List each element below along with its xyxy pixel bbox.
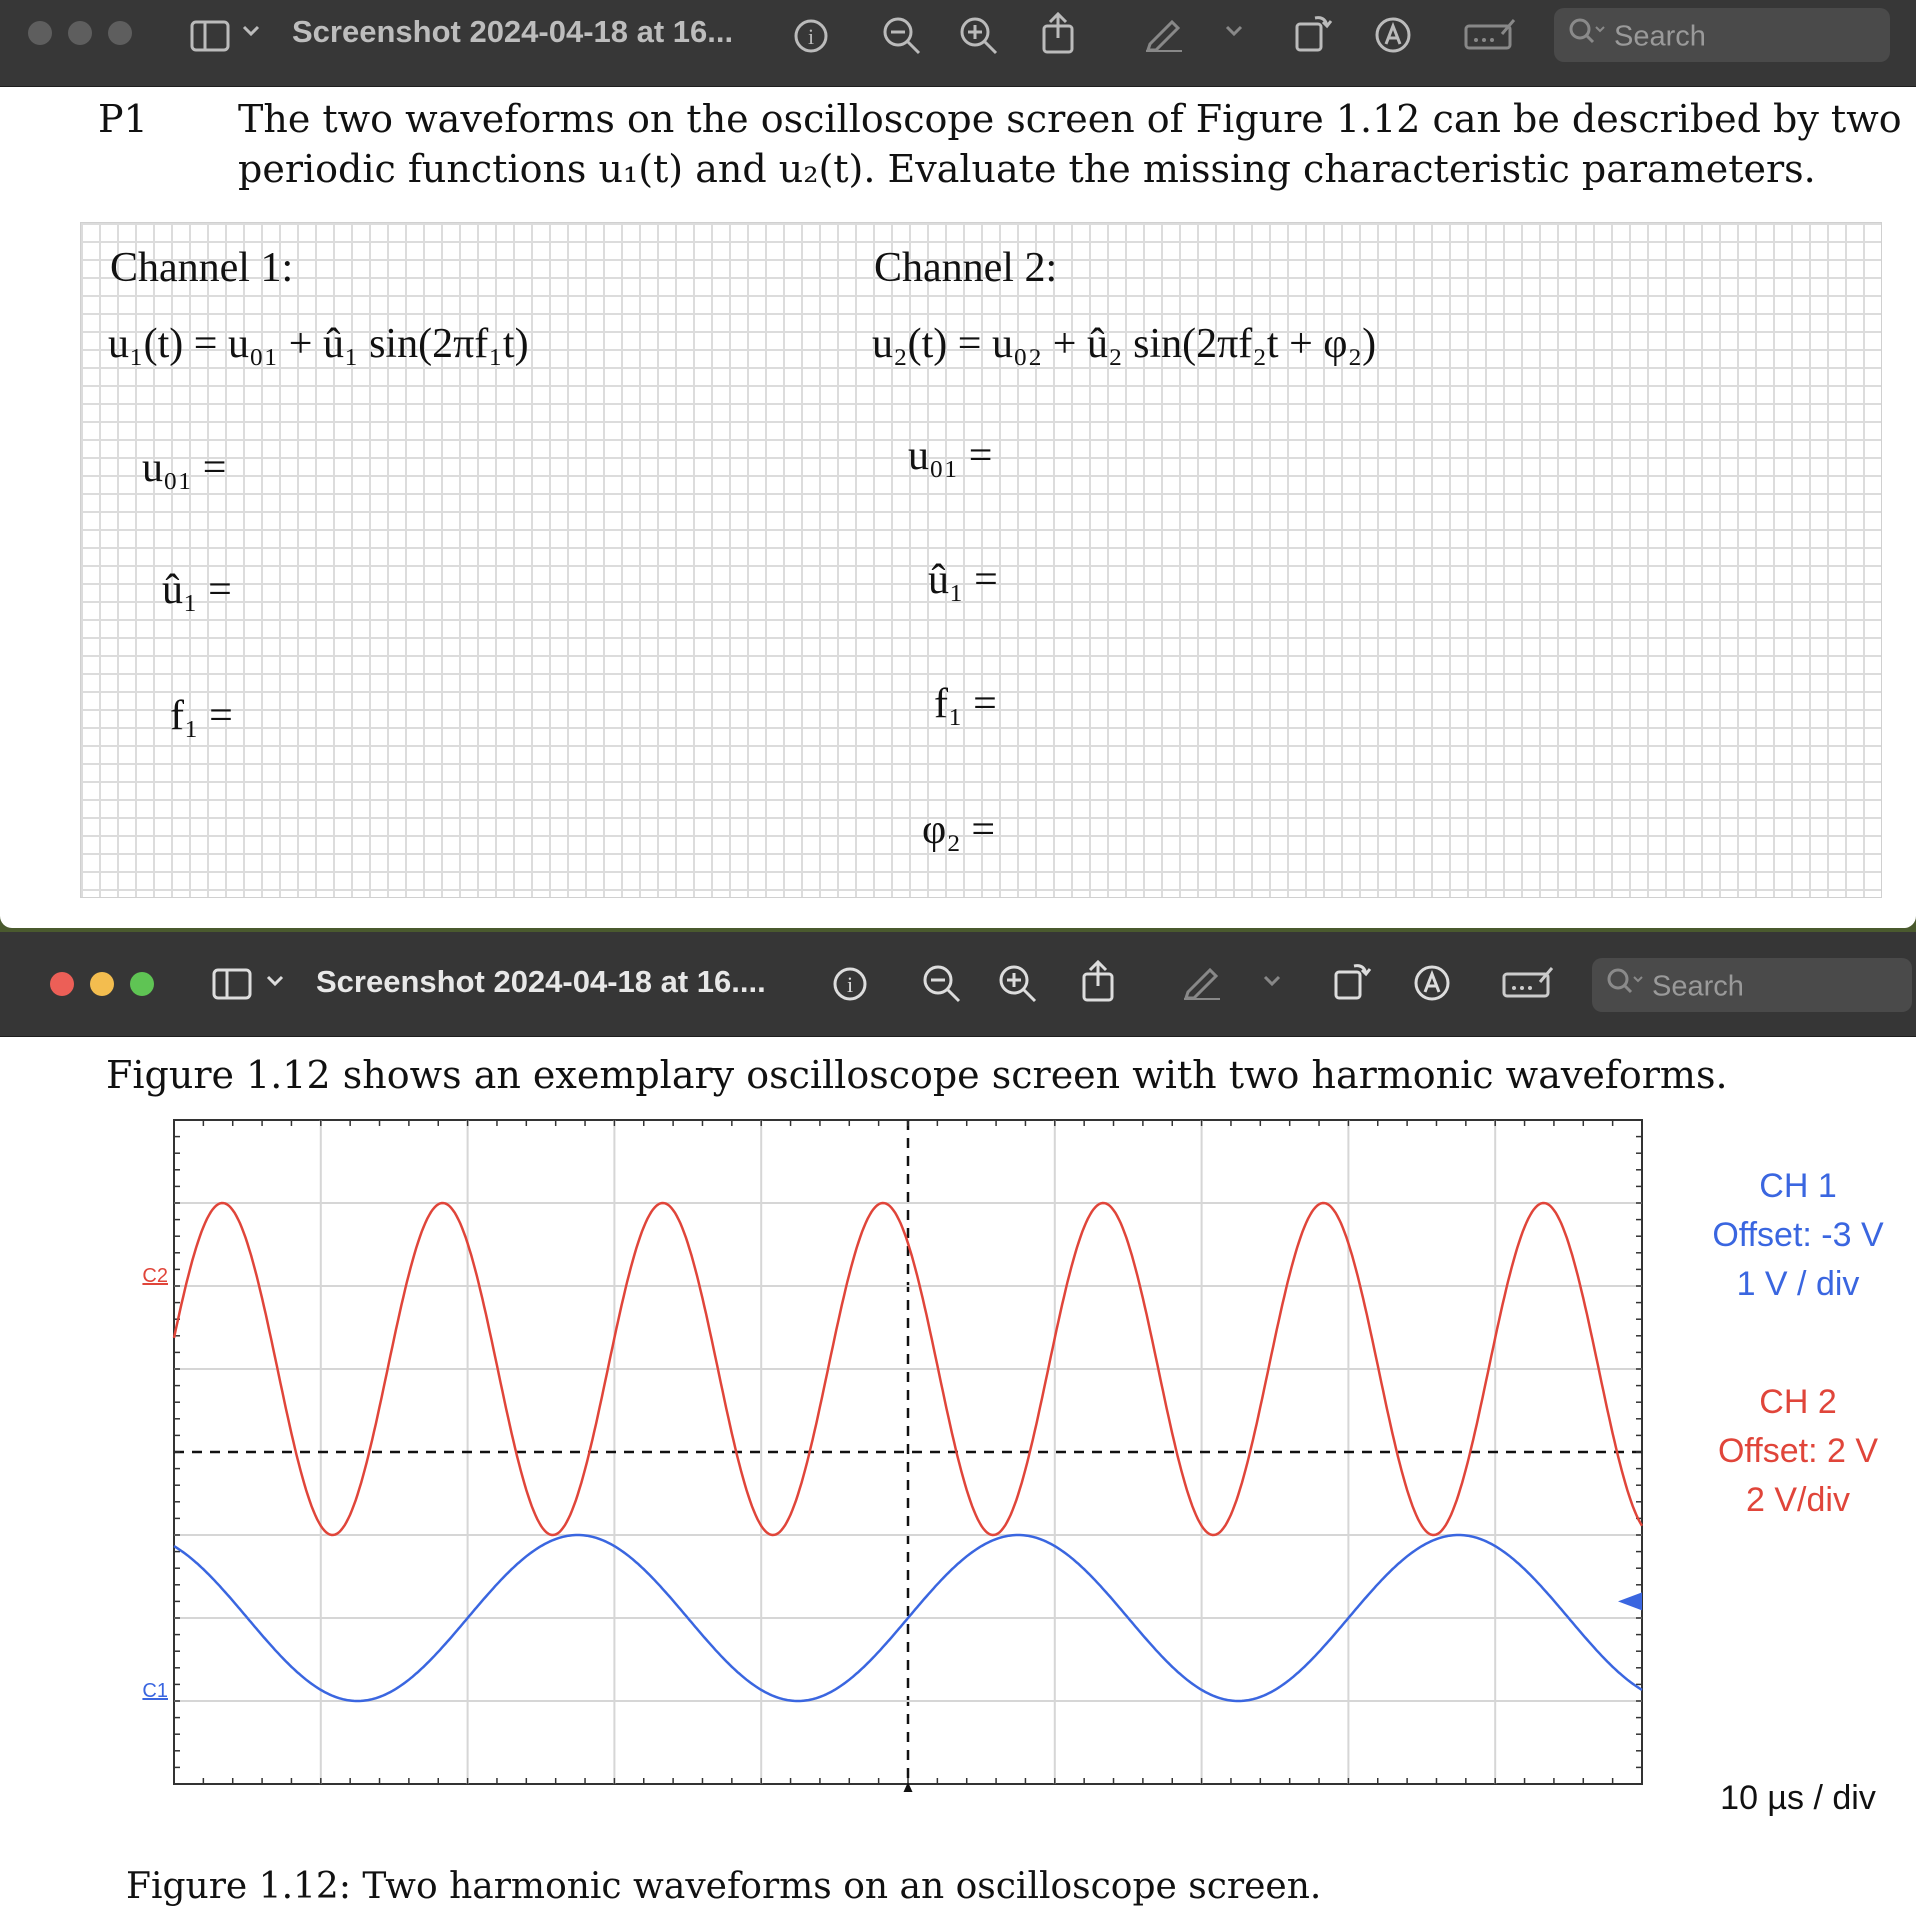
close-button[interactable] [50, 972, 74, 996]
search-placeholder: Search [1652, 970, 1744, 1003]
ch1-settings-label [1688, 1162, 1908, 1309]
rotate-icon[interactable] [1332, 960, 1372, 1000]
ch1-name: CH 1 [1759, 1167, 1837, 1205]
zoom-out-icon[interactable] [882, 16, 922, 56]
oscilloscope-screen [100, 1112, 1660, 1792]
search-input[interactable] [1592, 958, 1912, 1012]
chevron-down-icon[interactable] [1263, 974, 1281, 988]
titlebar [0, 0, 1916, 87]
problem-text-line1: The two waveforms on the oscilloscope screen of Figure 1.12 can be described by two [238, 97, 1902, 141]
signature-icon[interactable] [1464, 16, 1516, 52]
scope-grid [174, 1120, 1642, 1784]
ch2-name: CH 2 [1759, 1383, 1837, 1421]
markup-pen-icon[interactable] [1144, 14, 1184, 52]
chevron-down-icon[interactable] [266, 974, 284, 988]
sidebar-icon[interactable] [190, 20, 230, 52]
figure-intro-text: Figure 1.12 shows an exemplary oscilloscope screen with two harmonic waveforms. [106, 1053, 1728, 1097]
signature-icon[interactable] [1502, 964, 1554, 1000]
channel2-param-frequency: f₁ = [934, 681, 997, 727]
channel2-param-amplitude: û₁ = [928, 557, 998, 603]
window-title: Screenshot 2024-04-18 at 16... [292, 14, 734, 49]
search-input[interactable] [1554, 8, 1890, 62]
annotate-icon[interactable] [1413, 964, 1451, 1002]
sidebar-icon[interactable] [212, 968, 252, 1000]
ch2-settings-label [1688, 1378, 1908, 1525]
markup-pen-icon[interactable] [1182, 962, 1222, 1000]
c2-marker: C2 [142, 1265, 168, 1287]
svg-text:i: i [807, 24, 815, 49]
preview-window-problem [0, 0, 1916, 928]
channel2-param-u02: u₀₁ = [908, 433, 993, 479]
window-title: Screenshot 2024-04-18 at 16.... [316, 964, 766, 999]
channel1-heading: Channel 1: [110, 245, 294, 291]
channel2-heading: Channel 2: [874, 245, 1058, 291]
channel1-param-frequency: f₁ = [170, 693, 233, 739]
timebase-label: 10 µs / div [1720, 1779, 1876, 1817]
annotate-icon[interactable] [1374, 16, 1412, 54]
rotate-icon[interactable] [1293, 12, 1333, 52]
svg-text:i: i [846, 972, 854, 997]
info-icon[interactable] [793, 18, 829, 54]
problem-label: P1 [98, 97, 148, 141]
channel1-param-u01: u₀₁ = [142, 445, 227, 491]
channel1-param-amplitude: û₁ = [162, 567, 232, 613]
c1-marker: C1 [142, 1680, 168, 1702]
titlebar [0, 932, 1916, 1037]
chevron-down-icon[interactable] [1225, 24, 1243, 38]
zoom-in-icon[interactable] [959, 16, 999, 56]
channel2-equation: u₂(t) = u₀₂ + û₂ sin(2πf₂t + φ₂) [872, 321, 1377, 367]
zoom-out-icon[interactable] [922, 964, 962, 1004]
problem-text-line2: periodic functions u₁(t) and u₂(t). Evaluate the missing characteristic parameters. [238, 147, 1816, 191]
ch2-scale: 2 V/div [1746, 1481, 1850, 1519]
ch1-offset: Offset: -3 V [1712, 1216, 1884, 1254]
zoom-button[interactable] [130, 972, 154, 996]
share-icon[interactable] [1080, 960, 1116, 1002]
search-icon [1606, 959, 1646, 1013]
search-icon [1568, 9, 1608, 63]
zoom-in-icon[interactable] [998, 964, 1038, 1004]
channel2-param-phase: φ₂ = [922, 807, 996, 853]
channel1-equation: u₁(t) = u₀₁ + û₁ sin(2πf₁t) [108, 321, 529, 367]
minimize-button[interactable] [90, 972, 114, 996]
share-icon[interactable] [1040, 12, 1076, 54]
search-placeholder: Search [1614, 20, 1706, 53]
figure-caption: Figure 1.12: Two harmonic waveforms on an oscilloscope screen. [126, 1866, 1322, 1907]
chevron-down-icon[interactable] [242, 24, 260, 38]
close-button[interactable] [28, 21, 52, 45]
zoom-button[interactable] [108, 21, 132, 45]
info-icon[interactable] [832, 966, 868, 1002]
minimize-button[interactable] [68, 21, 92, 45]
ch1-scale: 1 V / div [1736, 1265, 1860, 1303]
ch2-offset: Offset: 2 V [1717, 1432, 1878, 1470]
preview-window-figure [0, 932, 1916, 1918]
